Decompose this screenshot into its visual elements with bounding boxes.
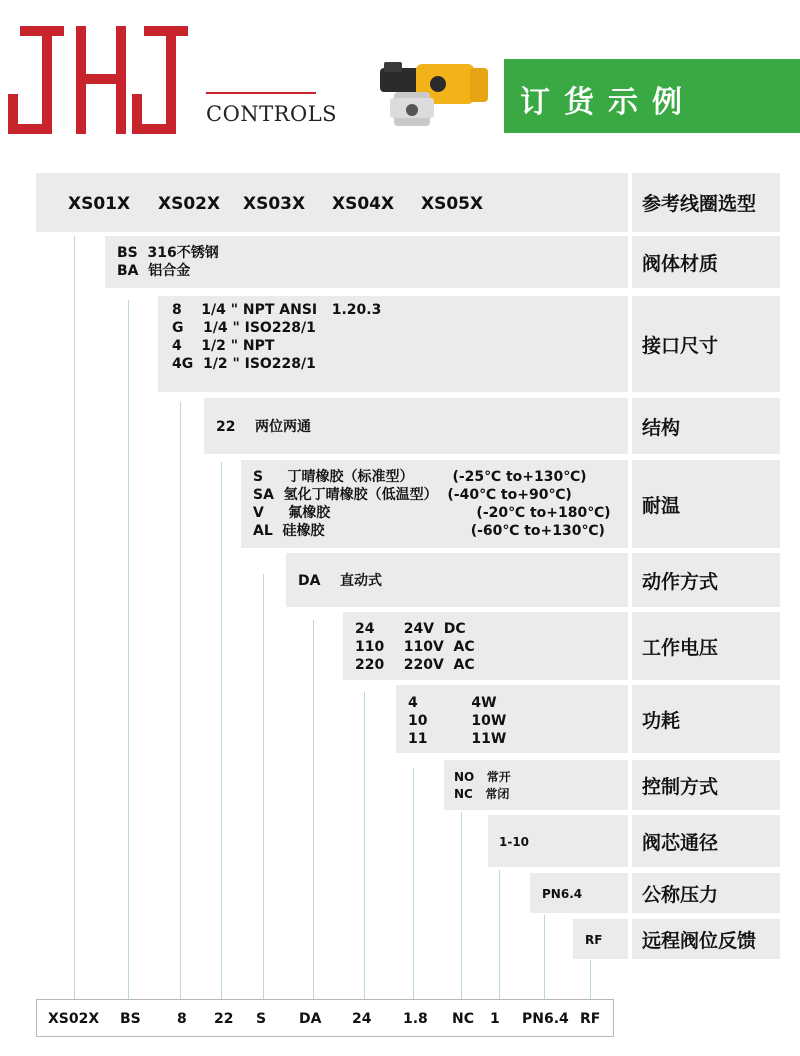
actuation-label: 动作方式 — [632, 553, 780, 607]
port-label: 接口尺寸 — [632, 296, 780, 392]
material-option: BA 铝合金 — [117, 263, 191, 279]
code-material: BS — [120, 1011, 141, 1027]
pressure-label: 公称压力 — [632, 873, 780, 913]
guide-line — [413, 768, 414, 999]
guide-line — [544, 915, 545, 999]
guide-line — [263, 574, 264, 999]
code-structure: 22 — [214, 1011, 234, 1027]
voltage-option: 110 110V AC — [355, 639, 475, 655]
port-option: 4G 1/2 " ISO228/1 — [172, 356, 316, 372]
material-label: 阀体材质 — [632, 236, 780, 288]
power-option: 4 4W — [408, 695, 497, 711]
code-power: 1.8 — [403, 1011, 428, 1027]
temperature-option: S 丁晴橡胶（标准型） (-25℃ to+130℃) — [253, 469, 587, 485]
guide-line — [180, 402, 181, 999]
solenoid-valve-image — [372, 54, 492, 140]
model-xs01x: XS01X — [68, 194, 131, 214]
feedback-option: RF — [585, 933, 603, 947]
voltage-option: 24 24V DC — [355, 621, 466, 637]
model-xs05x: XS05X — [421, 194, 484, 214]
banner-title: 订货示例 — [520, 85, 696, 120]
orifice-option: 1-10 — [499, 835, 530, 849]
code-pressure: PN6.4 — [522, 1011, 569, 1027]
guide-line — [74, 236, 75, 999]
port-option: 8 1/4 " NPT ANSI 1.20.3 — [172, 302, 382, 318]
model-xs02x: XS02X — [158, 194, 221, 214]
guide-line — [364, 692, 365, 999]
code-actuation: DA — [299, 1011, 322, 1027]
voltage-label: 工作电压 — [632, 612, 780, 680]
material-option: BS 316不锈钢 — [117, 245, 219, 261]
code-model: XS02X — [48, 1011, 100, 1027]
guide-line — [499, 870, 500, 999]
temperature-option: AL 硅橡胶 (-60℃ to+130℃) — [253, 523, 605, 539]
power-label: 功耗 — [632, 685, 780, 753]
port-option: 4 1/2 " NPT — [172, 338, 275, 354]
actuation-option: DA 直动式 — [298, 573, 382, 589]
orifice-label: 阀芯通径 — [632, 815, 780, 867]
guide-line — [590, 960, 591, 999]
guide-line — [221, 462, 222, 999]
temperature-label: 耐温 — [632, 460, 780, 548]
code-voltage: 24 — [352, 1011, 372, 1027]
power-option: 11 11W — [408, 731, 507, 747]
code-control: NC — [452, 1011, 474, 1027]
control-option: NC 常闭 — [454, 787, 510, 801]
jhj-logo — [8, 26, 198, 141]
control-label: 控制方式 — [632, 760, 780, 810]
order-example-banner — [504, 59, 800, 133]
temperature-option: V 氟橡胶 (-20℃ to+180℃) — [253, 505, 611, 521]
brand-subtitle: CONTROLS — [206, 102, 338, 126]
code-temperature: S — [256, 1011, 267, 1027]
guide-line — [313, 620, 314, 999]
guide-line — [128, 300, 129, 999]
power-option: 10 10W — [408, 713, 507, 729]
model-xs04x: XS04X — [332, 194, 395, 214]
voltage-option: 220 220V AC — [355, 657, 475, 673]
code-orifice: 1 — [490, 1011, 500, 1027]
feedback-label: 远程阀位反馈 — [632, 919, 780, 959]
code-feedback: RF — [580, 1011, 601, 1027]
coil-label: 参考线圈选型 — [632, 173, 780, 232]
temperature-option: SA 氢化丁晴橡胶（低温型） (-40℃ to+90℃) — [253, 487, 572, 503]
brand-divider — [206, 92, 316, 94]
guide-line — [461, 812, 462, 999]
pressure-option: PN6.4 — [542, 887, 583, 901]
code-port: 8 — [177, 1011, 187, 1027]
port-option: G 1/4 " ISO228/1 — [172, 320, 316, 336]
model-xs03x: XS03X — [243, 194, 306, 214]
control-option: NO 常开 — [454, 770, 511, 784]
structure-option: 22 两位两通 — [216, 419, 311, 435]
structure-label: 结构 — [632, 398, 780, 454]
